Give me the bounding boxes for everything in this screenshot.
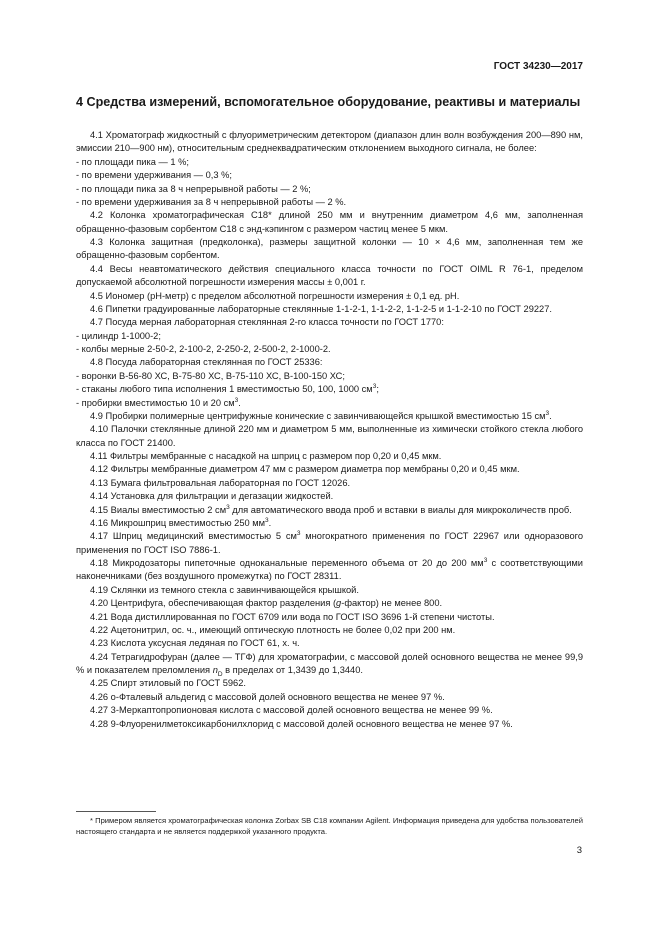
footnote-divider (76, 811, 156, 812)
page-number: 3 (576, 845, 582, 856)
list-item: - цилиндр 1-1000-2; (76, 330, 161, 341)
paragraph: 4.5 Иономер (рН-метр) с пределом абсолютной погрешности измерения ± 0,1 ед. рН. (90, 290, 460, 301)
paragraph: 4.23 Кислота уксусная ледяная по ГОСТ 61, х. ч. (90, 638, 300, 649)
list-item: - пробирки вместимостью 10 и 20 $см^3$. (76, 396, 241, 408)
paragraph: 4.18 Микродозаторы пипеточные одноканальные переменного объема от 20 до 200 $мм^3$ с соответствующими наконечниками (без воздушного промежутка) по ГОСТ 28311. (76, 556, 583, 582)
paragraph: 4.9 Пробирки полимерные центрифужные конические с завинчивающейся крышкой вместимостью 15 $см^3$. (90, 409, 552, 421)
paragraph: 4.17 Шприц медицинский вместимостью 5 $см^3$ многократного применения по ГОСТ 22967 или одноразового применения по ГОСТ ISO 7886-1. (76, 530, 583, 555)
section-title: 4 Средства измерений, вспомогательное оборудование, реактивы и материалы (76, 95, 581, 109)
paragraph: 4.4 Весы неавтоматического действия специального класса точности по ГОСТ OIML R 76-1, пределом допускаемой абсолютной погрешности измерения массы ± 0,001 г. (76, 263, 583, 288)
footnote: * Примером является хроматографическая колонка Zorbax SB C18 компании Agilent. Информация приведена для удобства пользователей настоящего стандарта и не является поддержкой указанного продукта. (76, 816, 583, 836)
paragraph: 4.8 Посуда лабораторная стеклянная по ГОСТ 25336: (90, 357, 323, 368)
paragraph: 4.14 Установка для фильтрации и дегазации жидкостей. (90, 491, 334, 502)
paragraph: 4.6 Пипетки градуированные лабораторные стеклянные 1-1-2-1, 1-1-2-2, 1-1-2-5 и 1-1-2-10 по ГОСТ 29227. (90, 303, 552, 314)
list-item: - колбы мерные 2-50-2, 2-100-2, 2-250-2, 2-500-2, 2-1000-2. (76, 344, 331, 354)
paragraph: 4.10 Палочки стеклянные длиной 220 мм и диаметром 5 мм, выполненные из химически стойкого стекла любого класса по ГОСТ 21400. (76, 424, 583, 448)
paragraph: 4.21 Вода дистиллированная по ГОСТ 6709 или вода по ГОСТ ISO 3696 1-й степени чистоты. (90, 611, 495, 622)
list-item: - стаканы любого типа исполнения 1 вместимостью 50, 100, 1000 $см^3$; (76, 383, 379, 395)
paragraph: 4.15 Виалы вместимостью 2 $см^3$ для автоматического ввода проб и вставки в виалы для микроколичеств проб. (90, 503, 572, 515)
paragraph: 4.27 3-Меркаптопропионовая кислота с массовой долей основного вещества не менее 99 %. (90, 705, 493, 716)
list-item: - по площади пика — 1 %; (76, 156, 189, 167)
list-item: - по времени удерживания — 0,3 %; (76, 170, 232, 181)
paragraph: 4.28 9-Флуоренилметоксикарбонилхлорид с массовой долей основного вещества не менее 97 %. (90, 718, 513, 729)
paragraph: 4.12 Фильтры мембранные диаметром 47 мм с размером диаметра пор мембраны 0,20 и 0,45 мкм. (90, 464, 520, 475)
paragraph: 4.2 Колонка хроматографическая С18* длиной 250 мм и внутренним диаметром 4,6 мм, заполненная обращенно-фазовым сорбентом С18 с энд-кэпингом с размером частиц менее 5 мкм. (76, 210, 583, 234)
paragraph: 4.3 Колонка защитная (предколонка), размеры защитной колонки — 10 × 4,6 мм, заполненная тем же обращенно-фазовым сорбентом. (76, 237, 583, 261)
standard-header: ГОСТ 34230—2017 (493, 61, 583, 72)
paragraph: 4.1 Хроматограф жидкостный с флуориметрическим детектором (диапазон длин волн возбуждения 200—890 нм, эмиссии 210—900 нм), относительным среднеквадратическим отклонением выходного сигнала, не более: (76, 130, 583, 154)
paragraph: 4.16 Микрошприц вместимостью 250 $мм^3$. (90, 516, 272, 528)
list-item: - воронки В-56-80 ХС, В-75-80 ХС, В-75-110 ХС, В-100-150 ХС; (76, 370, 345, 381)
section-body (76, 129, 583, 731)
list-item: - по площади пика за 8 ч непрерывной работы — 2 %; (76, 183, 311, 194)
paragraph: 4.22 Ацетонитрил, ос. ч., имеющий оптическую плотность не более 0,02 при 200 нм. (90, 624, 456, 635)
paragraph: 4.19 Склянки из темного стекла с завинчивающейся крышкой. (90, 584, 359, 595)
paragraph: 4.26 о-Фталевый альдегид с массовой долей основного вещества не менее 97 %. (90, 691, 445, 702)
paragraph: 4.11 Фильтры мембранные с насадкой на шприц с размером пор 0,20 и 0,45 мкм. (90, 451, 442, 461)
paragraph: 4.13 Бумага фильтровальная лабораторная по ГОСТ 12026. (90, 477, 351, 488)
list-item: - по времени удерживания за 8 ч непрерывной работы — 2 %. (76, 196, 347, 207)
paragraph: 4.25 Спирт этиловый по ГОСТ 5962. (90, 678, 246, 689)
paragraph: 4.7 Посуда мерная лабораторная стеклянная 2-го класса точности по ГОСТ 1770: (90, 317, 444, 328)
paragraph: 4.20 Центрифуга, обеспечивающая фактор разделения (g-фактор) не менее 800. (90, 598, 443, 609)
paragraph: 4.24 Тетрагидрофуран (далее — ТГФ) для хроматографии, с массовой долей основного вещества не менее 99,9 % и показателем преломления $n_D$ в пределах от 1,3439 до 1,3440. (76, 651, 583, 678)
